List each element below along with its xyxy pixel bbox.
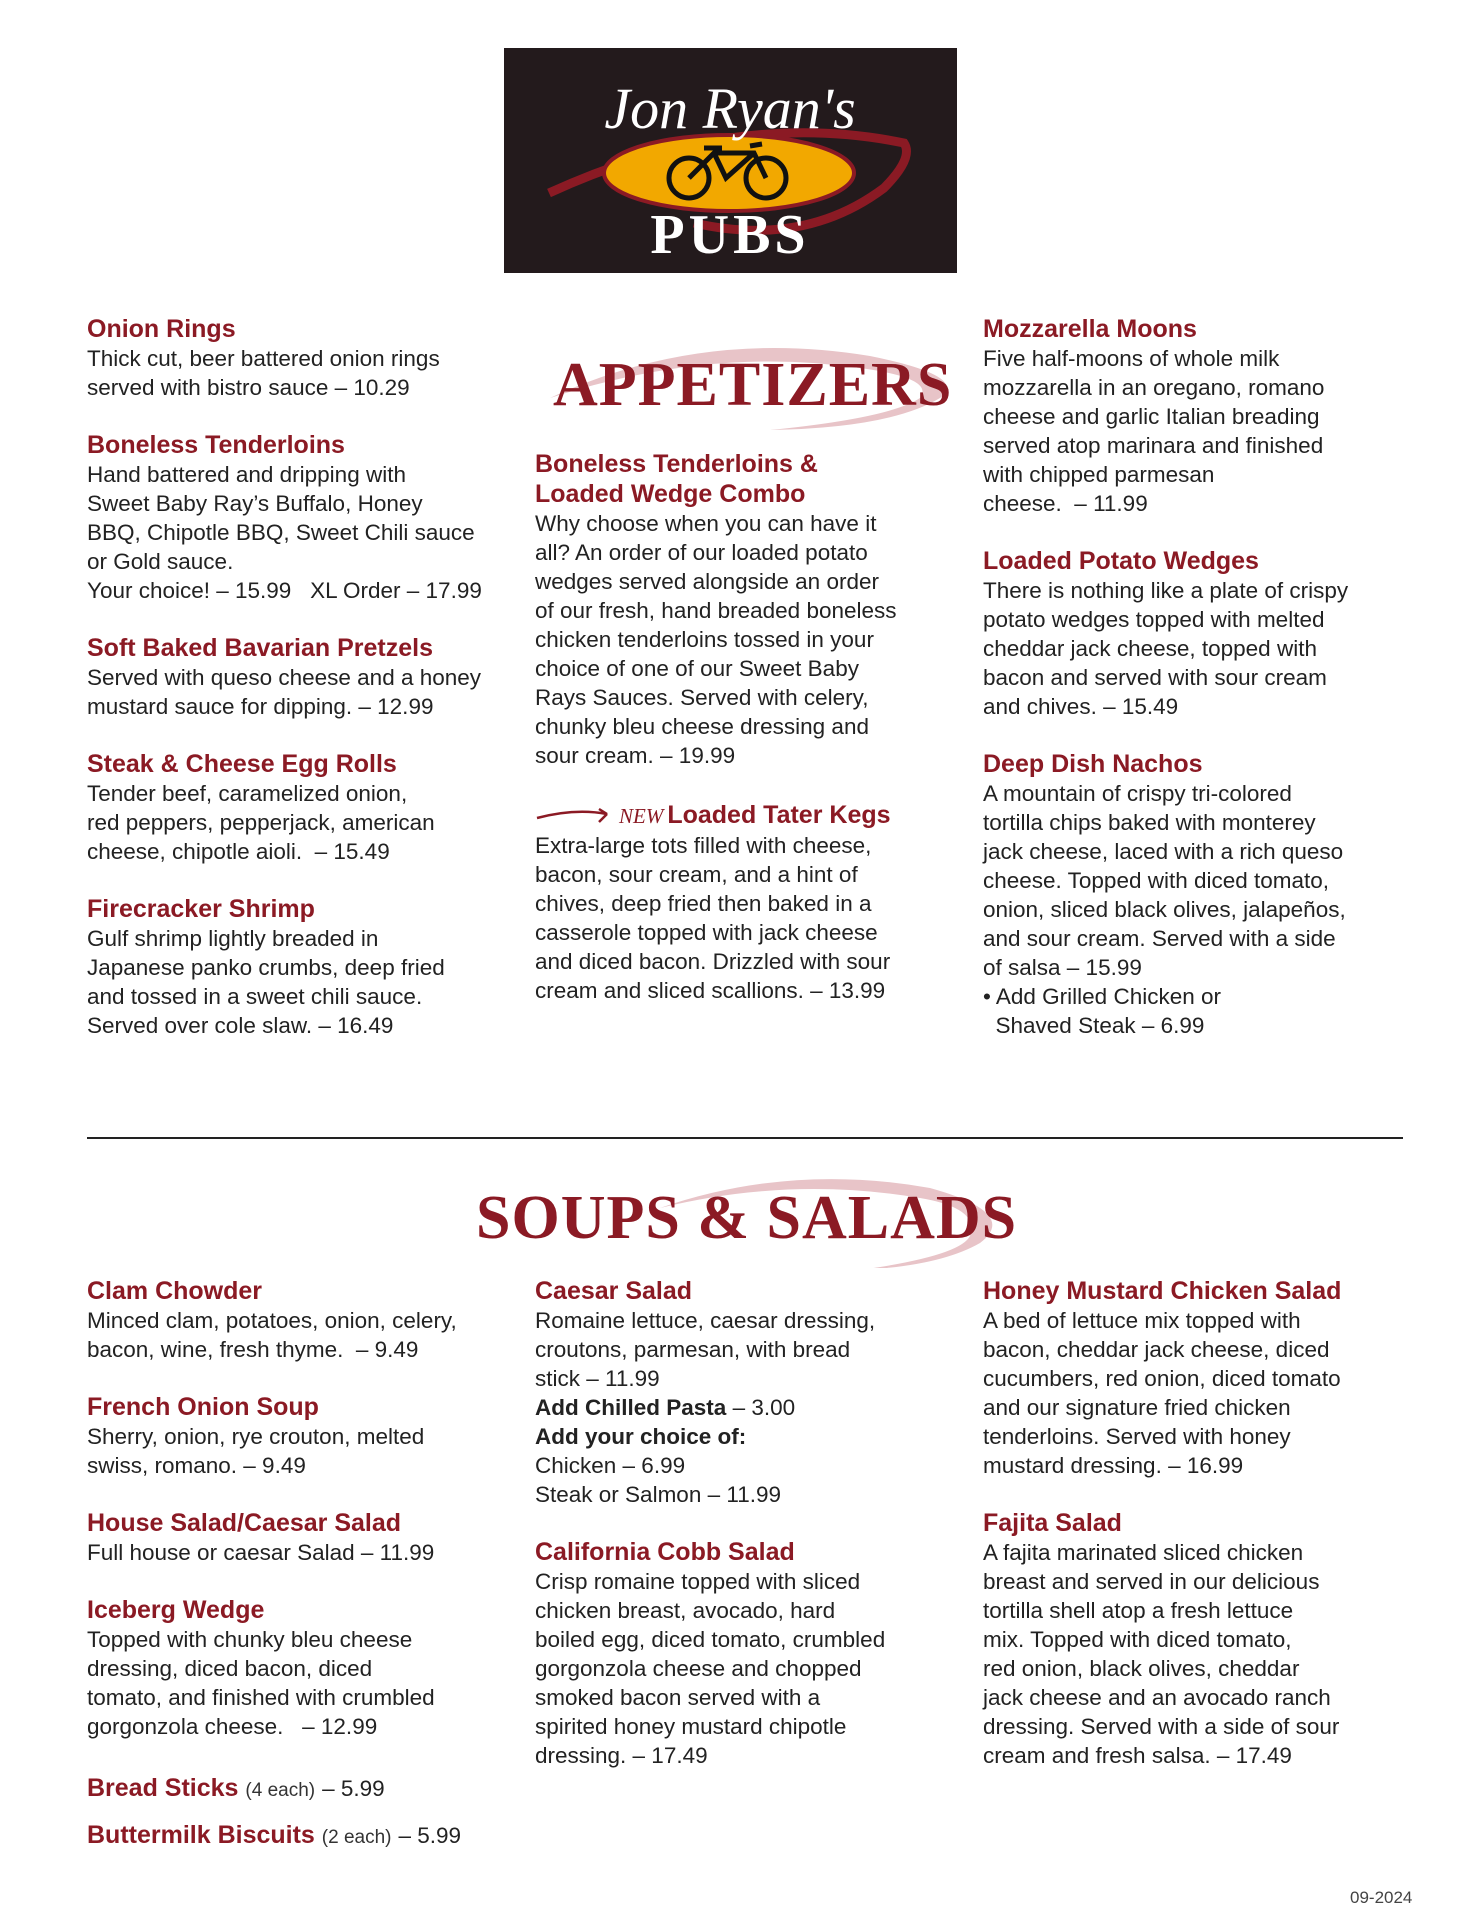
appetizers-title: APPETIZERS <box>553 351 953 419</box>
item-description: Topped with chunky bleu cheese dressing, diced bacon, diced tomato, and finished with crumbled gorgonzola cheese. – 12.99 <box>87 1627 435 1739</box>
item-name: NEW Loaded Tater Kegs <box>535 800 955 831</box>
item-name: Iceberg Wedge <box>87 1596 265 1624</box>
item-description: There is nothing like a plate of crispy potato wedges topped with melted cheddar jack cheese, topped with bacon and served with sour cream and chives. – 15.49 <box>983 578 1349 719</box>
item-name: French Onion Soup <box>87 1393 319 1421</box>
item-name: Clam Chowder <box>87 1277 263 1305</box>
menu-item-honey-mustard-chicken-salad <box>983 1276 1403 1480</box>
arrow-icon <box>535 806 613 826</box>
item-name: Loaded Potato Wedges <box>983 547 1259 575</box>
item-description: A bed of lettuce mix topped with bacon, cheddar jack cheese, diced cucumbers, red onion, diced tomato and our signature fried chicken tenderloins. Served with honey mustard dressing. – 16.99 <box>983 1308 1341 1478</box>
item-description: Thick cut, beer battered onion rings served with bistro sauce – 10.29 <box>87 346 440 400</box>
item-description: Served with queso cheese and a honey mustard sauce for dipping. – 12.99 <box>87 665 482 719</box>
menu-item-combo <box>535 449 955 770</box>
menu-item-caesar-salad <box>535 1276 955 1509</box>
item-name: Fajita Salad <box>983 1509 1122 1537</box>
item-name: House Salad/Caesar Salad <box>87 1509 402 1537</box>
appetizers-column-1 <box>87 314 507 1068</box>
menu-item-onion-rings <box>87 314 507 402</box>
item-name: Boneless Tenderloins & Loaded Wedge Combo <box>535 450 818 508</box>
item-name: Caesar Salad <box>535 1277 693 1305</box>
soups-salads-column-2 <box>535 1276 955 1798</box>
item-name: Mozzarella Moons <box>983 315 1197 343</box>
item-name: Honey Mustard Chicken Salad <box>983 1277 1342 1305</box>
appetizers-column-3 <box>983 314 1403 1068</box>
item-name: Onion Rings <box>87 315 236 343</box>
logo-name-bottom: PUBS <box>650 204 810 266</box>
appetizers-column-2 <box>535 449 955 1033</box>
soups-salads-column-1 <box>87 1276 507 1867</box>
item-description: Five half-moons of whole milk mozzarella in an oregano, romano cheese and garlic Italian breading served atop marinara and finished with chipped parmesan cheese. – 11.99 <box>983 346 1325 516</box>
soups-salads-column-3 <box>983 1276 1403 1798</box>
menu-item-egg-rolls <box>87 749 507 866</box>
menu-item-french-onion-soup <box>87 1392 507 1480</box>
logo-name-top: Jon Ryan's <box>604 76 856 141</box>
item-description: A mountain of crispy tri-colored tortilla chips baked with monterey jack cheese, laced with a rich queso cheese. Topped with diced tomato, onion, sliced black olives, jalapeños, and sour cream. Served with a side of salsa – 15.99 • Add Grilled Chicken or Shaved Steak – 6.99 <box>983 781 1346 1038</box>
soups-salads-title: SOUPS & SALADS <box>476 1184 1018 1252</box>
brand-logo <box>504 48 957 273</box>
item-description: Minced clam, potatoes, onion, celery, bacon, wine, fresh thyme. – 9.49 <box>87 1308 457 1362</box>
addon-pasta: Add Chilled Pasta – 3.00 <box>535 1395 796 1420</box>
item-description: Tender beef, caramelized onion, red peppers, pepperjack, american cheese, chipotle aioli. – 15.49 <box>87 781 435 864</box>
new-badge: NEW <box>619 804 664 828</box>
footer-date: 09-2024 <box>1350 1888 1413 1907</box>
menu-item-loaded-potato-wedges <box>983 546 1403 721</box>
item-description: Gulf shrimp lightly breaded in Japanese panko crumbs, deep fried and tossed in a sweet chili sauce. Served over cole slaw. – 16.49 <box>87 926 445 1038</box>
item-description: Hand battered and dripping with Sweet Baby Ray’s Buffalo, Honey BBQ, Chipotle BBQ, Sweet Chili sauce or Gold sauce. Your choice! – 15.99 XL Order – 17.99 <box>87 462 482 603</box>
item-name: Soft Baked Bavarian Pretzels <box>87 634 433 662</box>
sides-list <box>87 1773 507 1853</box>
menu-item-tater-kegs <box>535 800 955 1005</box>
menu-item-firecracker-shrimp <box>87 894 507 1040</box>
item-name: Boneless Tenderloins <box>87 431 345 459</box>
item-description: Crisp romaine topped with sliced chicken breast, avocado, hard boiled egg, diced tomato, crumbled gorgonzola cheese and chopped smoked bacon served with a spirited honey mustard chipotle dressing. – 17.49 <box>535 1569 886 1768</box>
menu-item-california-cobb-salad <box>535 1537 955 1770</box>
addon-choice-label: Add your choice of: <box>535 1424 747 1449</box>
menu-item-fajita-salad <box>983 1508 1403 1770</box>
item-name: Steak & Cheese Egg Rolls <box>87 750 397 778</box>
item-description: Why choose when you can have it all? An order of our loaded potato wedges served alongside an order of our fresh, hand breaded boneless chicken tenderloins tossed in your choice of one of our Sweet Baby Rays Sauces. Served with celery, chunky bleu cheese dressing and sour cream. – 19.99 <box>535 511 897 768</box>
menu-item-boneless-tenderloins <box>87 430 507 605</box>
menu-item-clam-chowder <box>87 1276 507 1364</box>
item-name: Firecracker Shrimp <box>87 895 315 923</box>
section-divider <box>87 1137 1403 1139</box>
menu-item-house-caesar-salad <box>87 1508 507 1567</box>
item-name: California Cobb Salad <box>535 1538 795 1566</box>
menu-item-pretzels <box>87 633 507 721</box>
menu-item-iceberg-wedge <box>87 1595 507 1741</box>
item-description: Sherry, onion, rye crouton, melted swiss, romano. – 9.49 <box>87 1424 425 1478</box>
item-description: Extra-large tots filled with cheese, bacon, sour cream, and a hint of chives, deep fried then baked in a casserole topped with jack cheese and diced bacon. Drizzled with sour cream and sliced scallions. – 13.99 <box>535 833 891 1003</box>
menu-item-mozzarella-moons <box>983 314 1403 518</box>
item-description: Full house or caesar Salad – 11.99 <box>87 1540 435 1565</box>
item-description: A fajita marinated sliced chicken breast and served in our delicious tortilla shell atop a fresh lettuce mix. Topped with diced tomato, red onion, black olives, cheddar jack cheese and an avocado ranch dressing. Served with a side of sour cream and fresh salsa. – 17.49 <box>983 1540 1340 1768</box>
menu-item-deep-dish-nachos <box>983 749 1403 1040</box>
side-item-buttermilk-biscuits: Buttermilk Biscuits (2 each) – 5.99 <box>87 1821 462 1849</box>
item-description: Romaine lettuce, caesar dressing, croutons, parmesan, with bread stick – 11.99 Add Chilled Pasta – 3.00 Add your choice of: Chicken – 6.99 Steak or Salmon – 11.99 <box>535 1306 955 1509</box>
item-name: Deep Dish Nachos <box>983 750 1203 778</box>
side-item-bread-sticks: Bread Sticks (4 each) – 5.99 <box>87 1774 385 1802</box>
